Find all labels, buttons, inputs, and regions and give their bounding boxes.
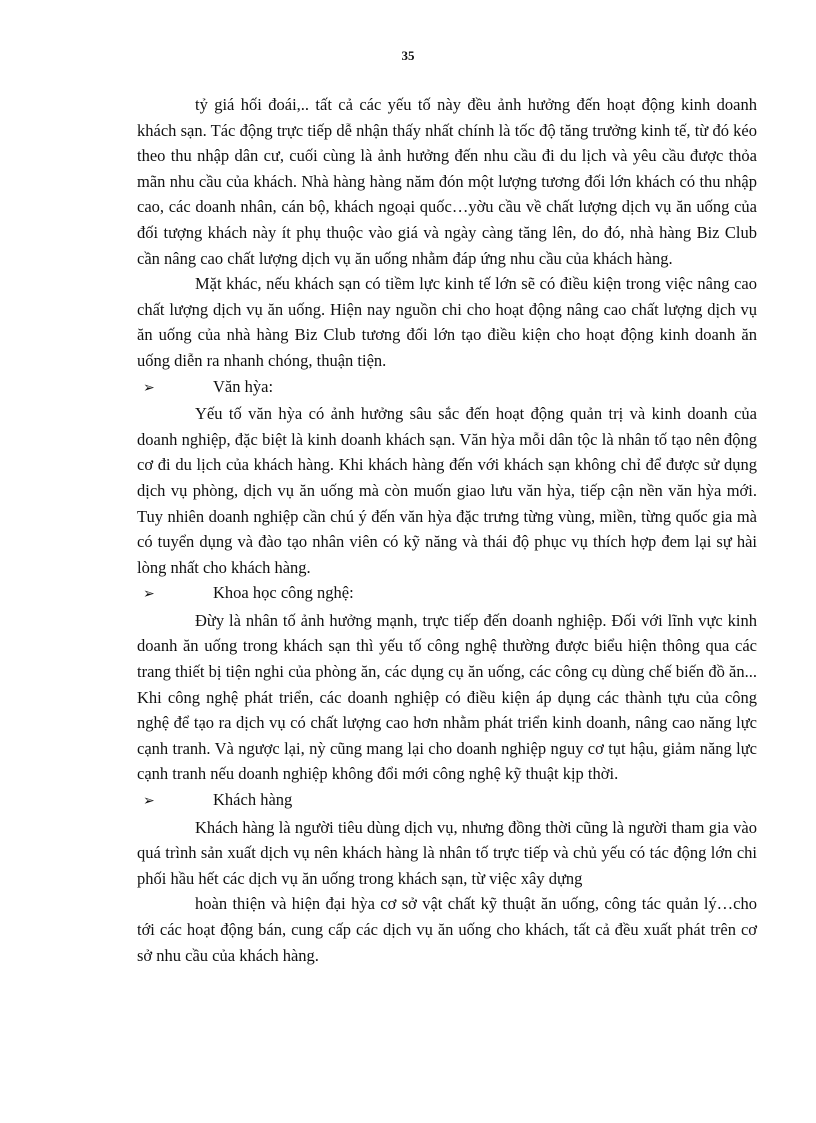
bullet-label: Khách hàng xyxy=(213,790,293,810)
paragraph-customers-continued: hoàn thiện và hiện đại hỳa cơ sở vật chất kỹ thuật ăn uống, công tác quản lý…cho tới các hoạt động bán, cung cấp các dịch vụ ăn uống cho khách, tất cả đều xuất phát trên cơ sở nhu cầu của khách hàng. xyxy=(137,894,757,965)
arrow-bullet-icon: ➢ xyxy=(143,379,155,396)
paragraph-economy: tỷ giá hối đoái,.. tất cả các yếu tố này đều ảnh hưởng đến hoạt động kinh doanh khách sạn. Tác động trực tiếp dễ nhận thấy nhất chính là tốc độ tăng trưởng kinh tế, từ đó kéo theo thu nhập dân cư, cuối cùng là ảnh hưởng đến nhu cầu đi du lịch và yêu cầu được thỏa mãn nhu cầu của khách. Nhà hàng hàng năm đón một lượng tương đối lớn khách có thu nhập cao, các doanh nhân, cán bộ, khách ngoại quốc…yờu cầu về chất lượng dịch vụ ăn uống của đối tượng khách này ít phụ thuộc vào giá và ngày càng tăng lên, do đó, nhà hàng Biz Club cần nâng cao chất lượng dịch vụ ăn uống nhằm đáp ứng nhu cầu của khách hàng. xyxy=(137,95,757,268)
paragraph-culture: Yếu tố văn hỳa có ảnh hưởng sâu sắc đến hoạt động quản trị và kinh doanh của doanh nghiệp, đặc biệt là kinh doanh khách sạn. Văn hỳa mỗi dân tộc là nhân tố tạo nên động cơ đi du lịch của khách hàng. Khi khách hàng đến với khách sạn không chỉ để được sử dụng dịch vụ phòng, dịch vụ ăn uống mà còn muốn giao lưu văn hỳa, tiếp cận nền văn hỳa mới. Tuy nhiên doanh nghiệp cần chú ý đến văn hỳa đặc trưng từng vùng, miền, từng quốc gia mà có tuyển dụng và đào tạo nhân viên có kỹ năng và thái độ phục vụ thích hợp đem lại sự hài lòng nhất cho khách hàng. xyxy=(137,404,757,577)
paragraph-customers: Khách hàng là người tiêu dùng dịch vụ, nhưng đồng thời cũng là người tham gia vào quá trình sản xuất dịch vụ nên khách hàng là nhân tố trực tiếp và chủ yếu có tác động lớn chi phối hầu hết các dịch vụ ăn uống trong khách sạn, từ việc xây dựng xyxy=(137,817,757,888)
arrow-bullet-icon: ➢ xyxy=(143,793,155,810)
document-body xyxy=(137,92,757,968)
bullet-label: Văn hỳa: xyxy=(213,376,274,396)
arrow-bullet-icon: ➢ xyxy=(143,586,155,603)
paragraph-financial-potential: Mặt khác, nếu khách sạn có tiềm lực kinh tế lớn sẽ có điều kiện trong việc nâng cao chất lượng dịch vụ ăn uống. Hiện nay nguồn chi cho hoạt động nâng cao chất lượng dịch vụ ăn uống của nhà hàng Biz Club tương đối lớn tạo điều kiện cho hoạt động kinh doanh ăn uống diễn ra nhanh chóng, thuận tiện. xyxy=(137,274,757,370)
bullet-customers xyxy=(143,787,757,815)
paragraph-technology: Đừy là nhân tố ảnh hưởng mạnh, trực tiếp đến doanh nghiệp. Đối với lĩnh vực kinh doanh ăn uống trong khách sạn thì yếu tố công nghệ thường được biểu hiện thông qua các trang thiết bị tiện nghi của phòng ăn, các dụng cụ ăn uống, các công cụ dùng chế biến đồ ăn... Khi công nghệ phát triển, các doanh nghiệp có điều kiện áp dụng các thành tựu của công nghệ để tạo ra dịch vụ có chất lượng cao hơn nhằm phát triển kinh doanh, nâng cao năng lực cạnh tranh. Và ngược lại, nỳ cũng mang lại cho doanh nghiệp nguy cơ tụt hậu, giảm năng lực cạnh tranh nếu doanh nghiệp không đổi mới công nghệ kỹ thuật kịp thời. xyxy=(137,610,757,784)
bullet-technology xyxy=(143,580,757,608)
bullet-culture xyxy=(143,374,757,402)
bullet-label: Khoa học công nghệ: xyxy=(213,583,354,603)
page-number: 35 xyxy=(401,48,415,63)
